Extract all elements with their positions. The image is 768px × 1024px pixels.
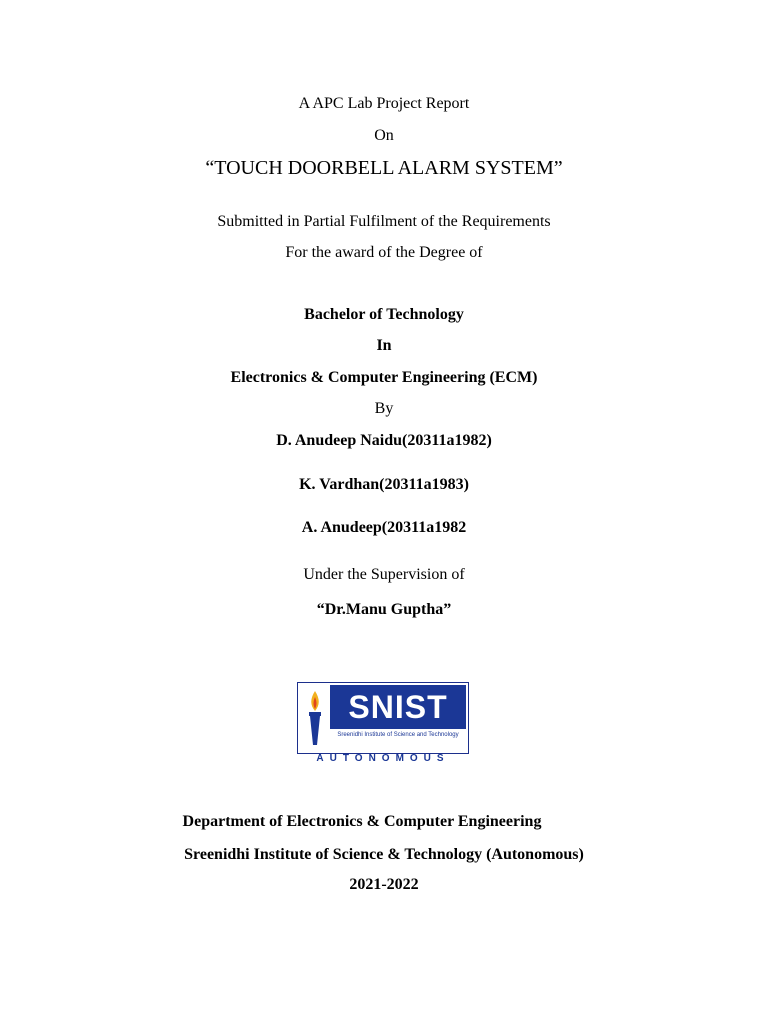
report-type: A APC Lab Project Report <box>298 95 470 112</box>
author-3: A. Anudeep(20311a1982 <box>301 519 467 536</box>
author-1: D. Anudeep Naidu(20311a1982) <box>276 432 492 449</box>
author-2: K. Vardhan(20311a1983) <box>299 476 469 493</box>
supervision-label: Under the Supervision of <box>303 566 465 583</box>
submission-line-2: For the award of the Degree of <box>285 244 483 261</box>
degree-in-label: In <box>376 337 392 354</box>
logo-tagline <box>332 741 464 748</box>
degree-branch: Electronics & Computer Engineering (ECM) <box>230 369 538 386</box>
project-title: “TOUCH DOORBELL ALARM SYSTEM” <box>205 157 563 179</box>
logo-autonomous: AUTONOMOUS <box>316 753 450 764</box>
by-label: By <box>374 400 394 417</box>
logo-banner <box>330 685 466 729</box>
department: Department of Electronics & Computer Engineering <box>182 813 542 830</box>
torch-icon <box>302 687 328 749</box>
degree-name: Bachelor of Technology <box>304 306 464 323</box>
logo-frame <box>297 682 469 754</box>
academic-year: 2021-2022 <box>349 876 419 893</box>
logo-wordmark: SNIST <box>348 689 448 725</box>
logo-subtitle: Sreenidhi Institute of Science and Technology <box>337 732 459 738</box>
institute: Sreenidhi Institute of Science & Technology (Autonomous) <box>184 846 584 863</box>
submission-line-1: Submitted in Partial Fulfilment of the Requirements <box>217 213 551 230</box>
snist-logo <box>297 682 469 766</box>
on-label: On <box>374 127 394 144</box>
supervisor-name: “Dr.Manu Guptha” <box>316 601 452 618</box>
